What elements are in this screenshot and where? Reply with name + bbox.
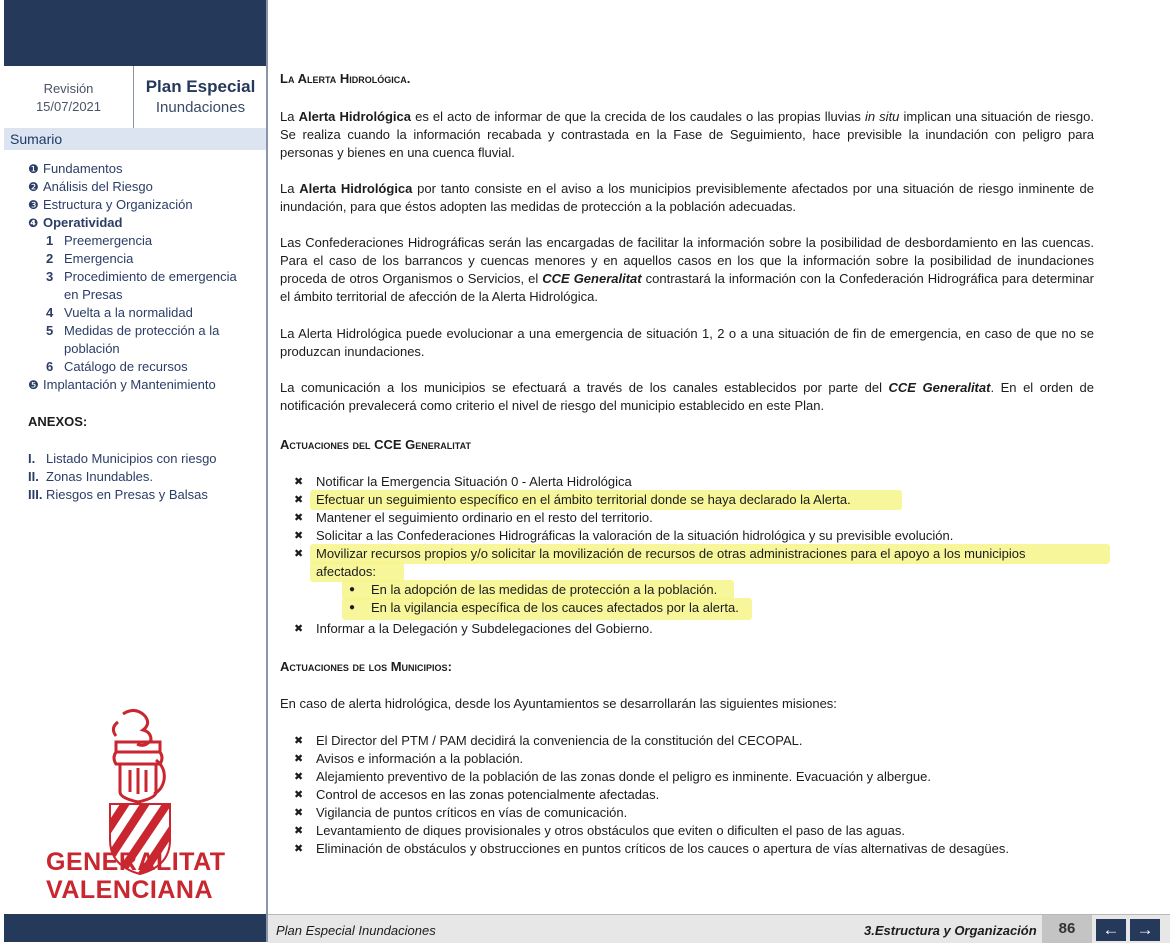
revision-label: Revisión <box>43 81 94 96</box>
page-number: 86 <box>1042 915 1092 943</box>
list-item: ✖ El Director del PTM / PAM decidirá la conveniencia de la constitución del CECOPAL. <box>294 733 803 748</box>
footer-bar <box>268 914 1170 943</box>
footer-document-title: Plan Especial Inundaciones <box>276 923 436 938</box>
annexes-title: ANEXOS: <box>28 414 88 429</box>
x-bullet-icon: ✖ <box>294 548 304 560</box>
summary-header: Sumario <box>4 128 266 150</box>
toc-item-implantacion[interactable]: ❺ Implantación y Mantenimiento <box>28 377 216 392</box>
list-item: ✖ Levantamiento de diques provisionales y otros obstáculos que eviten o dificulten el paso de las aguas. <box>294 823 905 838</box>
list-item: ✖ Control de accesos en las zonas potencialmente afectadas. <box>294 787 660 802</box>
prev-page-arrow-icon[interactable]: ← <box>1096 919 1126 941</box>
x-bullet-icon: ✖ <box>294 735 304 747</box>
subtoc-item-normalidad[interactable]: 4 Vuelta a la normalidad <box>46 305 193 320</box>
paragraph-1: La Alerta Hidrológica es el acto de informar de que la crecida de los caudales o las propias lluvias in situ implican una situación de riesgo. Se realiza cuando la información recabada y contrastada en la Fase de Seguimiento, hace previsible la inundación con peligro para personas y bienes en una cuenca fluvial. <box>280 109 1095 160</box>
list-item: ✖ Efectuar un seguimiento específico en el ámbito territorial donde se haya declarado la Alerta. <box>294 492 851 507</box>
x-bullet-icon: ✖ <box>294 843 304 855</box>
toc-item-fundamentos[interactable]: ❶ Fundamentos <box>28 161 123 176</box>
paragraph-5: La comunicación a los municipios se efectuará a través de los canales establecidos por parte del CCE Generalitat. En el orden de notificación prevalecerá como criterio el nivel de riesgo del municipio establecido en este Plan. <box>280 380 1094 413</box>
x-bullet-icon: ✖ <box>294 476 304 488</box>
list-item: ✖ Notificar la Emergencia Situación 0 - Alerta Hidrológica <box>294 474 632 489</box>
dot-bullet-icon: ● <box>349 602 356 613</box>
footer-section: 3.Estructura y Organización <box>864 923 1037 938</box>
logo-text-line1: GENERALITAT <box>46 848 226 876</box>
revision-date: 15/07/2021 <box>35 99 102 114</box>
x-bullet-icon: ✖ <box>294 771 304 783</box>
annex-item-municipios[interactable]: I. Listado Municipios con riesgo <box>28 451 217 466</box>
subtoc-item-emergencia[interactable]: 2 Emergencia <box>46 251 134 266</box>
sidebar-top-band <box>4 0 266 66</box>
list-item: ✖ Avisos e información a la población. <box>294 751 524 766</box>
next-page-arrow-icon[interactable]: → <box>1130 919 1160 941</box>
subtoc-item-medidas[interactable]: 5 Medidas de protección a la población <box>46 323 220 356</box>
x-bullet-icon: ✖ <box>294 494 304 506</box>
list-item: ✖ Informar a la Delegación y Subdelegaciones del Gobierno. <box>294 621 653 636</box>
plan-subtitle: Inundaciones <box>155 99 246 116</box>
x-bullet-icon: ✖ <box>294 512 304 524</box>
annex-item-zonas[interactable]: II. Zonas Inundables. <box>28 469 153 484</box>
paragraph-2: La Alerta Hidrológica por tanto consiste en el aviso a los municipios previsiblemente afectados por una situación de riesgo inminente de inundación, para que éstos adopten las medidas de protección a la población adecuadas. <box>280 181 1094 214</box>
list-item: ✖ Solicitar a las Confederaciones Hidrográficas la valoración de la situación hidrológica y su previsible evolución. <box>294 528 954 543</box>
list-item: ✖ Alejamiento preventivo de la población de las zonas donde el peligro es inminente. Evacuación y albergue. <box>294 769 932 784</box>
subtoc-item-preemergencia[interactable]: 1 Preemergencia <box>46 233 153 248</box>
toc-item-analisis[interactable]: ❷ Análisis del Riesgo <box>28 179 153 194</box>
sidebar <box>0 0 268 942</box>
x-bullet-icon: ✖ <box>294 825 304 837</box>
plan-title-box <box>135 66 266 128</box>
plan-title: Plan Especial <box>145 77 256 96</box>
paragraph-6: En caso de alerta hidrológica, desde los Ayuntamientos se desarrollarán las siguientes misiones: <box>280 696 837 711</box>
heading-cce: Actuaciones del CCE Generalitat <box>280 437 471 452</box>
revision-box <box>4 66 134 128</box>
x-bullet-icon: ✖ <box>294 753 304 765</box>
x-bullet-icon: ✖ <box>294 530 304 542</box>
list-item: ✖ Vigilancia de puntos críticos en vías de comunicación. <box>294 805 628 820</box>
annex-item-presas[interactable]: III. Riesgos en Presas y Balsas <box>28 487 208 502</box>
paragraph-3: Las Confederaciones Hidrográficas serán las encargadas de facilitar la información sobre la posibilidad de desbordamiento en las cuencas. Para el caso de los barrancos y cuencas menores y en aquellos casos en los que la información sobre la posibilidad de inundaciones proceda de otros Organismos o Servicios, el CCE Generalitat contrastará la información con la Confederación Hidrográfica para determinar el ámbito territorial de afección de la Alerta Hidrológica. <box>280 235 1094 304</box>
toc-item-estructura[interactable]: ❸ Estructura y Organización <box>28 197 193 212</box>
list-item: ✖ Mantener el seguimiento ordinario en el resto del territorio. <box>294 510 653 525</box>
paragraph-4: La Alerta Hidrológica puede evolucionar a una emergencia de situación 1, 2 o a una situación de fin de emergencia, en caso de que no se produzcan inundaciones. <box>280 326 1094 359</box>
x-bullet-icon: ✖ <box>294 623 304 635</box>
subtoc-item-catalogo[interactable]: 6 Catálogo de recursos <box>46 359 188 374</box>
sublist-item: ● En la adopción de las medidas de protección a la población. <box>349 582 718 597</box>
sublist-item: ● En la vigilancia específica de los cauces afectados por la alerta. <box>349 600 739 615</box>
heading-alerta: La Alerta Hidrológica. <box>280 71 411 86</box>
x-bullet-icon: ✖ <box>294 789 304 801</box>
list-item: ✖ Movilizar recursos propios y/o solicitar la movilización de recursos de otras administraciones para el apoyo a los municipios afectados: <box>294 546 1026 579</box>
heading-municipios: Actuaciones de los Municipios: <box>280 659 452 674</box>
dot-bullet-icon: ● <box>349 584 356 595</box>
logo-text-line2: VALENCIANA <box>46 876 214 904</box>
sidebar-header <box>4 66 266 129</box>
list-item: ✖ Eliminación de obstáculos y obstrucciones en puntos críticos de los cauces o apertura de vías alternativas de desagües. <box>294 841 1010 856</box>
subtoc-item-presas[interactable]: 3 Procedimiento de emergencia en Presas <box>46 269 237 302</box>
toc-item-operatividad[interactable]: ❹ Operatividad <box>28 215 123 230</box>
sidebar-bottom-band <box>4 914 266 942</box>
x-bullet-icon: ✖ <box>294 807 304 819</box>
